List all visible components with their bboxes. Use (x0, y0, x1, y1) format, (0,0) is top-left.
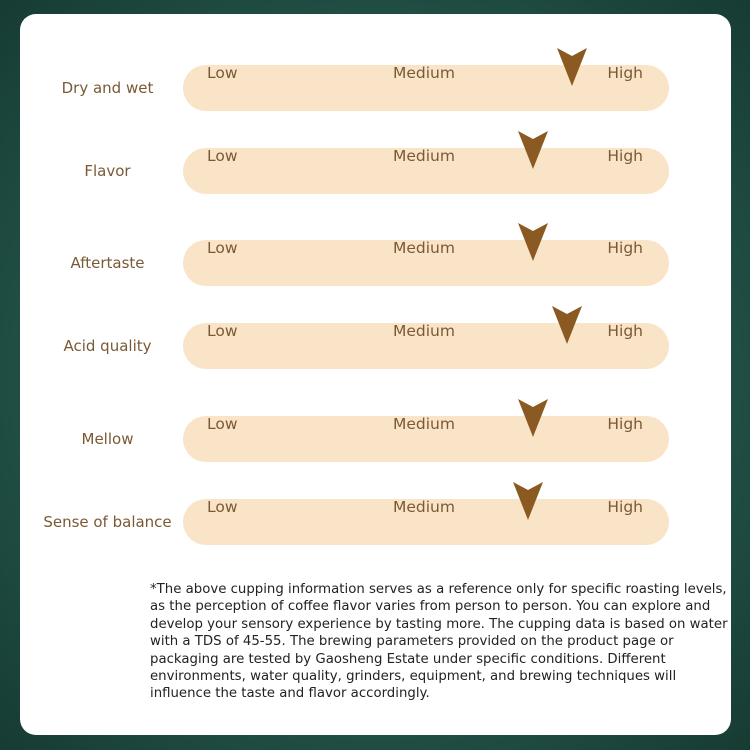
disclaimer-line: *The above cupping information serves as a reference only for specific roasting levels, (150, 582, 727, 597)
attribute-label: Mellow (81, 430, 134, 448)
intensity-scale (183, 240, 669, 286)
scale-medium-label: Medium (393, 147, 455, 165)
scale-high-label: High (607, 415, 643, 433)
scale-low-label: Low (207, 415, 238, 433)
intensity-scale (183, 499, 669, 545)
disclaimer-line: environments, water quality, grinders, equipment, and brewing techniques will (150, 669, 677, 685)
level-marker-icon (552, 306, 582, 344)
attribute-label: Flavor (84, 162, 131, 180)
scale-medium-label: Medium (393, 322, 455, 340)
level-marker-icon (518, 399, 548, 437)
disclaimer-line: with a TDS of 45-55. The brewing parameters provided on the product page or (150, 634, 674, 650)
scale-low-label: Low (207, 147, 238, 165)
attribute-row (20, 316, 731, 376)
attribute-label: Acid quality (63, 337, 152, 355)
scale-high-label: High (607, 239, 643, 257)
level-marker-icon (518, 223, 548, 261)
disclaimer-line: develop your sensory experience by tasting more. The cupping data is based on water (150, 616, 728, 632)
cupping-card (20, 14, 731, 735)
scale-medium-label: Medium (393, 498, 455, 516)
cupping-disclaimer (150, 581, 728, 703)
intensity-scale (183, 416, 669, 462)
scale-high-label: High (607, 64, 643, 82)
attribute-label: Sense of balance (43, 513, 172, 531)
attribute-label: Dry and wet (61, 79, 154, 97)
attribute-row (20, 409, 731, 469)
level-marker-icon (557, 48, 587, 86)
scale-low-label: Low (207, 239, 238, 257)
level-marker-icon (518, 131, 548, 169)
disclaimer-line: influence the taste and flavor accordingly. (150, 686, 430, 702)
intensity-scale (183, 323, 669, 369)
attribute-row (20, 233, 731, 293)
intensity-scale (183, 65, 669, 111)
disclaimer-line: packaging are tested by Gaosheng Estate under specific conditions. Different (150, 651, 666, 667)
attribute-row (20, 492, 731, 552)
scale-low-label: Low (207, 64, 238, 82)
scale-high-label: High (607, 322, 643, 340)
attribute-row (20, 58, 731, 118)
scale-low-label: Low (207, 322, 238, 340)
level-marker-icon (513, 482, 543, 520)
scale-medium-label: Medium (393, 239, 455, 257)
disclaimer-line: as the perception of coffee flavor varies from person to person. You can explore and (150, 599, 711, 615)
attribute-label: Aftertaste (70, 254, 145, 272)
scale-high-label: High (607, 498, 643, 516)
scale-medium-label: Medium (393, 415, 455, 433)
scale-high-label: High (607, 147, 643, 165)
scale-low-label: Low (207, 498, 238, 516)
intensity-scale (183, 148, 669, 194)
scale-medium-label: Medium (393, 64, 455, 82)
attribute-row (20, 141, 731, 201)
